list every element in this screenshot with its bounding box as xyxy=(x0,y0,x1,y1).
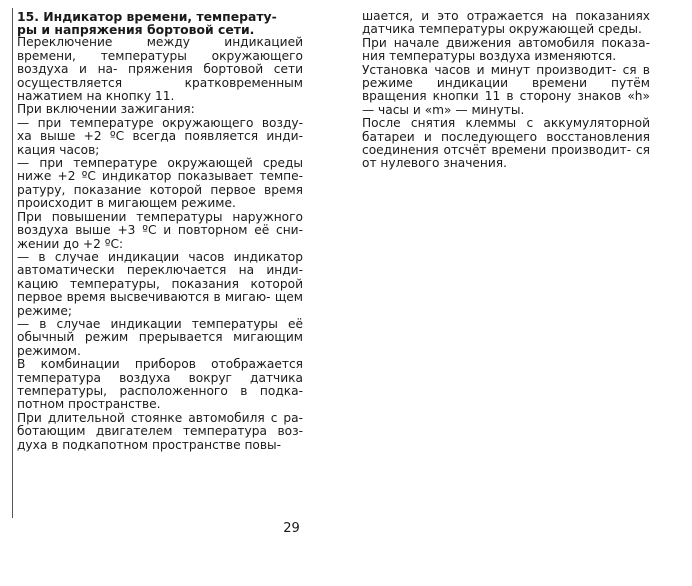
page-number: 29 xyxy=(283,521,300,536)
paragraph-long-idle-continued: шается, и это отражается на показаниях датчика температуры окружающей среды. xyxy=(362,9,650,37)
section-heading-line-1: 15. Индикатор времени, температу- xyxy=(17,9,277,24)
section-heading xyxy=(17,10,303,36)
paragraph-driving-start: При начале движения автомобиля показа- ния температуры воздуха изменяются. xyxy=(362,35,650,64)
section-heading-line-2: ры и напряжения бортовой сети. xyxy=(17,22,255,38)
paragraph-temperature-mode: — в случае индикации температуры её обычный режим прерывается мигающим режимом. xyxy=(17,316,303,358)
paragraph-below-2c: — при температуре окружающей среды ниже +2 ºС индикатор показывает темпе- ратуру, показание которой первое время происходит в мигающем режиме. xyxy=(17,156,303,211)
paragraph-sensor-location: В комбинации приборов отображается температура воздуха вокруг датчика температуры, расположенного в подка- потном пространстве. xyxy=(17,357,303,412)
paragraph-long-idle: При длительной стоянке автомобиля с ра- ботающим двигателем температура воз- духа в подкапотном пространстве повы- xyxy=(17,410,303,452)
paragraph-temperature-rise: При повышении температуры наружного воздуха выше +3 ºС и повторном её сни- жении до +2 ºС: xyxy=(17,209,303,251)
paragraph-ignition: При включении зажигания: xyxy=(17,102,195,117)
paragraph-above-2c: — при температуре окружающего возду- ха выше +2 ºС всегда появляется инди- кация часов; xyxy=(17,115,303,157)
right-column xyxy=(362,10,650,171)
column-rule xyxy=(12,8,13,518)
paragraph-clock-mode: — в случае индикации часов индикатор автоматически переключается на инди- кацию температуры, показания которой первое время высвечиваются в мигаю- щем режиме; xyxy=(17,249,303,318)
paragraph-battery-reset: После снятия клеммы с аккумуляторной батареи и последующего восстановления соединения отсчёт времени производит- ся от нулевого значения. xyxy=(362,116,650,171)
paragraph-switching: Переключение между индикацией времени, температуры окружающего воздуха и на- пряжения бортовой сети осуществляется кратковременным нажатием на кнопку 11. xyxy=(17,35,303,104)
paragraph-clock-setting: Установка часов и минут производит- ся в режиме индикации времени путём вращения кнопки 11 в сторону знаков «h» — часы и «m» — минуты. xyxy=(362,62,650,117)
left-column xyxy=(17,10,303,452)
